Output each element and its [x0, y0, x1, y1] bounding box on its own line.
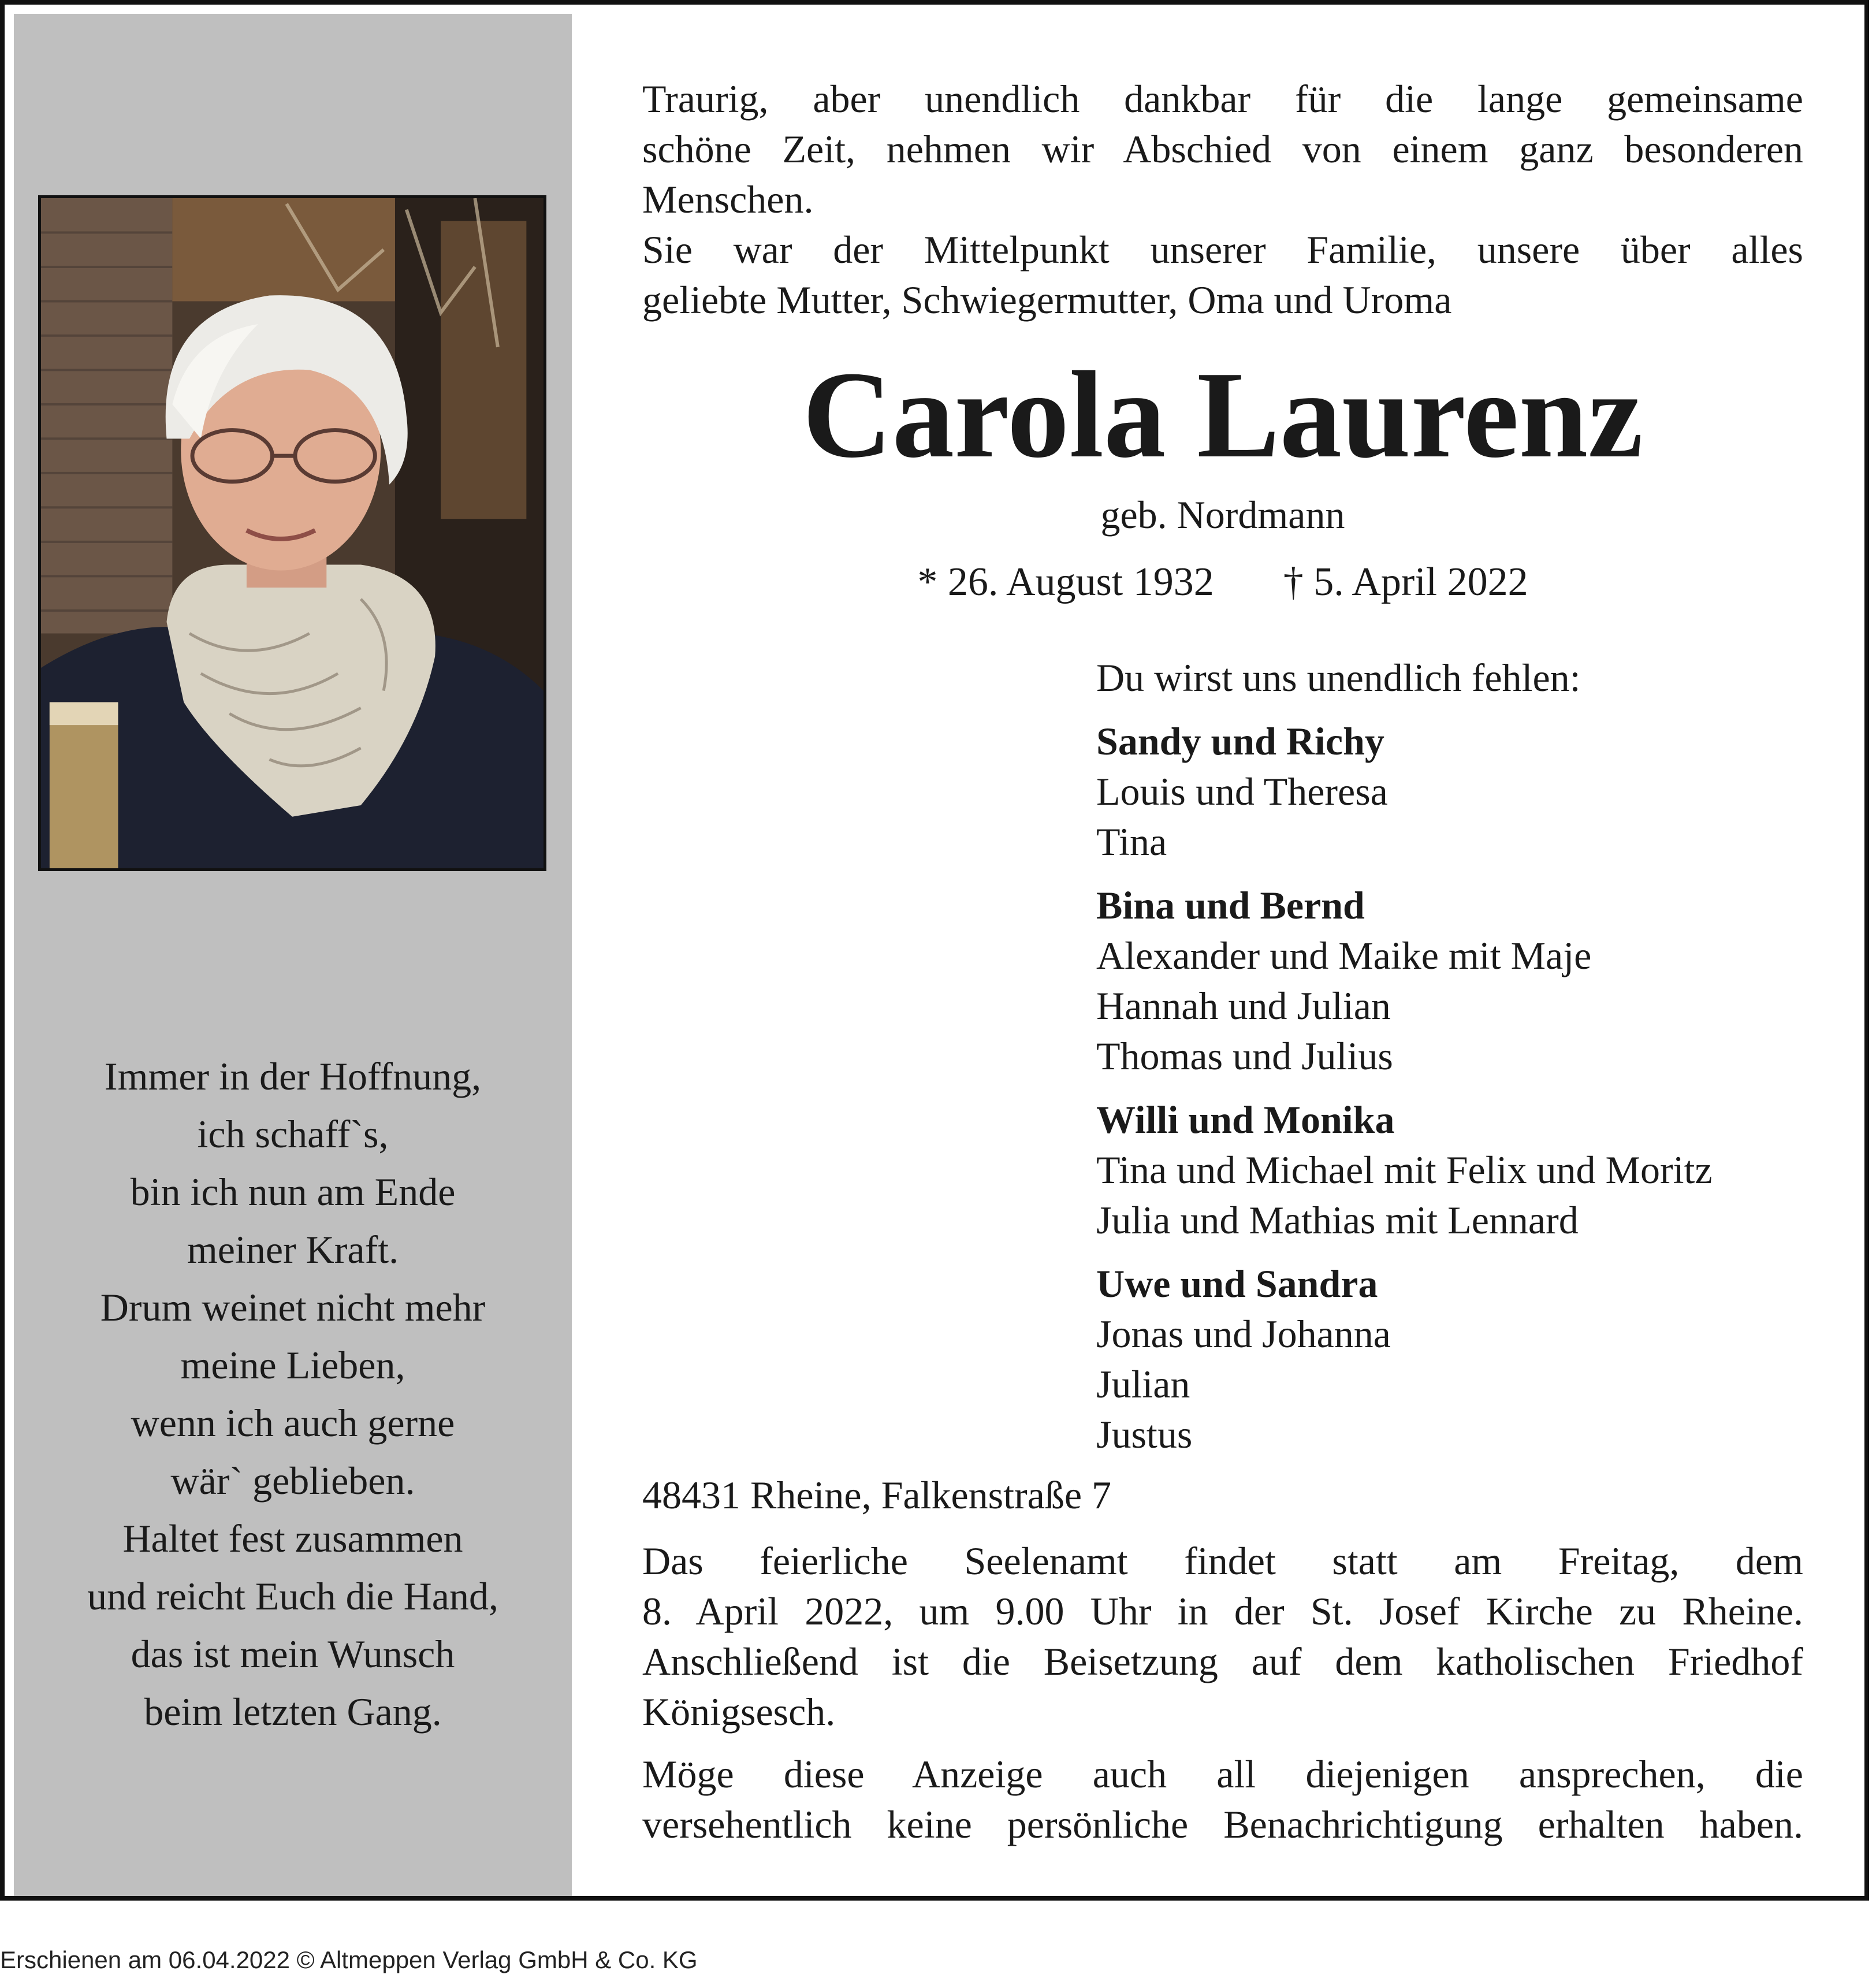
life-dates [642, 559, 1803, 605]
poem-line: wenn ich auch gerne [131, 1401, 455, 1445]
mourner-member: Hannah und Julian [1096, 984, 1391, 1028]
poem-line: ich schaff`s, [197, 1112, 389, 1156]
mourner-group-head: Sandy und Richy [1096, 719, 1384, 763]
mourner-member: Alexander und Maike mit Maje [1096, 934, 1592, 977]
mourner-group-head: Willi und Monika [1096, 1098, 1395, 1142]
service-line: Königsesch. [642, 1690, 836, 1734]
intro-line: Sie war der Mittelpunkt unserer Familie, unsere über alles [642, 228, 1803, 272]
mourners-list [1096, 653, 1847, 1460]
notification-text [642, 1749, 1803, 1850]
birth-date: * 26. August 1932 [917, 560, 1214, 604]
poem-line: beim letzten Gang. [144, 1690, 442, 1734]
maiden-name: geb. Nordmann [1100, 493, 1345, 537]
intro-line: Menschen. [642, 177, 814, 221]
poem-line: wär` geblieben. [170, 1459, 415, 1503]
deceased-name: Carola Laurenz [802, 345, 1643, 484]
notice-line: versehentlich keine persönliche Benachrichtigung erhalten haben. [642, 1802, 1803, 1846]
mourner-member: Tina [1096, 820, 1167, 864]
intro-line: schöne Zeit, nehmen wir Abschied von einem ganz besonderen [642, 127, 1803, 171]
poem-line: meine Lieben, [180, 1343, 405, 1387]
mourner-member: Thomas und Julius [1096, 1034, 1393, 1078]
family-address: 48431 Rheine, Falkenstraße 7 [642, 1473, 1112, 1517]
publication-footer: Erschienen am 06.04.2022 © Altmeppen Verlag GmbH & Co. KG [0, 1946, 698, 1973]
mourner-member: Louis und Theresa [1096, 769, 1388, 813]
poem-line: das ist mein Wunsch [131, 1632, 455, 1676]
mourner-member: Julian [1096, 1362, 1190, 1406]
service-line: 8. April 2022, um 9.00 Uhr in der St. Josef Kirche zu Rheine. [642, 1589, 1803, 1633]
mourner-group [1096, 716, 1847, 867]
mourner-member: Julia und Mathias mit Lennard [1096, 1198, 1579, 1242]
death-date: † 5. April 2022 [1283, 560, 1528, 604]
mourner-group [1096, 1259, 1847, 1460]
mourner-member: Justus [1096, 1412, 1193, 1456]
service-line: Das feierliche Seelenamt findet statt am Freitag, dem [642, 1539, 1803, 1583]
mourner-member: Jonas und Johanna [1096, 1312, 1391, 1356]
portrait-illustration [41, 198, 544, 868]
poem-line: Immer in der Hoffnung, [104, 1054, 482, 1098]
mourner-group-head: Uwe und Sandra [1096, 1262, 1378, 1306]
mourner-member: Tina und Michael mit Felix und Moritz [1096, 1148, 1713, 1192]
mourners-intro: Du wirst uns unendlich fehlen: [1096, 656, 1581, 700]
service-line: Anschließend ist die Beisetzung auf dem katholischen Friedhof [642, 1639, 1803, 1683]
poem [14, 1047, 572, 1741]
poem-line: meiner Kraft. [187, 1228, 399, 1271]
poem-line: Drum weinet nicht mehr [100, 1285, 486, 1329]
mourner-group [1096, 1095, 1847, 1245]
poem-line: bin ich nun am Ende [130, 1170, 456, 1214]
intro-line: geliebte Mutter, Schwiegermutter, Oma und Uroma [642, 278, 1452, 322]
poem-line: Haltet fest zusammen [122, 1516, 463, 1560]
notice-line: Möge diese Anzeige auch all diejenigen ansprechen, die [642, 1752, 1803, 1796]
funeral-service-text [642, 1536, 1803, 1737]
mourner-group-head: Bina und Bernd [1096, 883, 1365, 927]
poem-line: und reicht Euch die Hand, [87, 1574, 498, 1618]
intro-text [642, 74, 1803, 325]
mourner-group [1096, 880, 1847, 1081]
intro-line: Traurig, aber unendlich dankbar für die lange gemeinsame [642, 77, 1803, 121]
portrait-photo [38, 195, 546, 871]
